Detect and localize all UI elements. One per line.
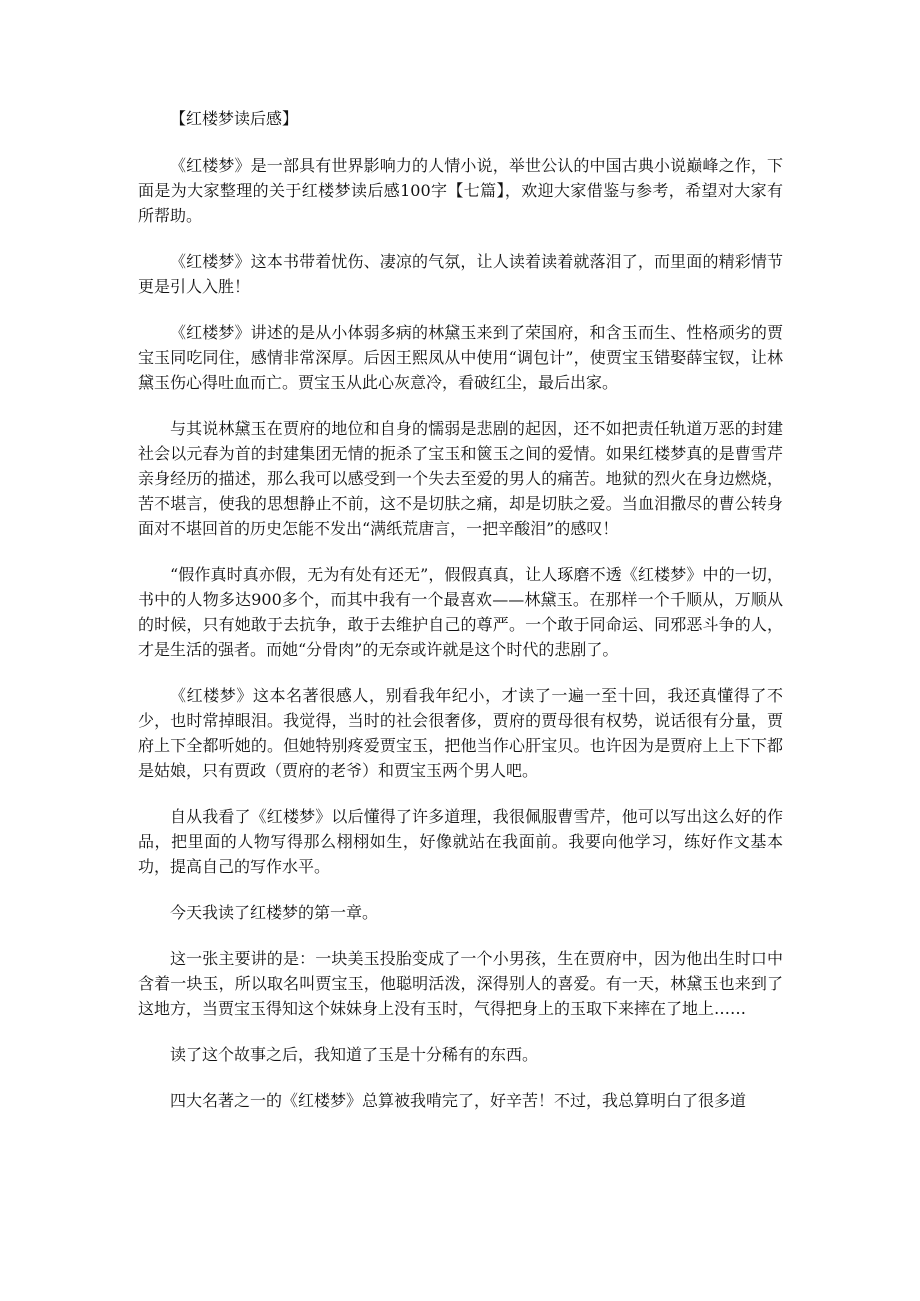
paragraph-7: 今天我读了红楼梦的第一章。 [170, 903, 379, 922]
paragraph-8: 这一张主要讲的是：一块美玉投胎变成了一个小男孩，生在贾府中，因为他出生时口中含着一块玉，所以取名叫贾宝玉，他聪明活泼，深得别人的喜爱。有一天，林黛玉也来到了这地方，当贾宝玉得知这个妹妹身上没有玉时，气得把身上的玉取下来摔在了地上…… [138, 949, 783, 1018]
paragraph-10: 四大名著之一的《红楼梦》总算被我啃完了，好辛苦！不过，我总算明白了很多道 [170, 1091, 747, 1110]
paragraph-1: 《红楼梦》这本书带着忧伤、凄凉的气氛，让人读着读着就落泪了，而里面的精彩情节更是引人入胜！ [138, 252, 783, 296]
document-page [138, 106, 783, 1134]
paragraph-6: 自从我看了《红楼梦》以后懂得了许多道理，我很佩服曹雪芹，他可以写出这么好的作品，把里面的人物写得那么栩栩如生，好像就站在我面前。我要向他学习，练好作文基本功，提高自己的写作水平。 [138, 807, 783, 876]
paragraph-4: “假作真时真亦假，无为有处有还无”，假假真真，让人琢磨不透《红楼梦》中的一切，书中的人物多达900多个，而其中我有一个最喜欢——林黛玉。在那样一个千顺从，万顺从的时候，只有她敢于去抗争，敢于去维护自己的尊严。一个敢于同命运、同邪恶斗争的人，才是生活的强者。而她“分骨肉”的无奈或许就是这个时代的悲剧了。 [138, 565, 783, 659]
paragraph-9: 读了这个故事之后，我知道了玉是十分稀有的东西。 [170, 1045, 539, 1064]
document-title: 【红楼梦读后感】 [170, 109, 299, 128]
paragraph-5: 《红楼梦》这本名著很感人，别看我年纪小，才读了一遍一至十回，我还真懂得了不少，也时常掉眼泪。我觉得，当时的社会很奢侈，贾府的贾母很有权势，说话很有分量，贾府上下全都听她的。但她特别疼爱贾宝玉，把他当作心肝宝贝。也许因为是贾府上上下下都是姑娘，只有贾政（贾府的老爷）和贾宝玉两个男人吧。 [138, 686, 783, 780]
paragraph-2: 《红楼梦》讲述的是从小体弱多病的林黛玉来到了荣国府，和含玉而生、性格顽劣的贾宝玉同吃同住，感情非常深厚。后因王熙凤从中使用“调包计”，使贾宝玉错娶薛宝钗，让林黛玉伤心得吐血而亡。贾宝玉从此心灰意冷，看破红尘，最后出家。 [138, 323, 783, 392]
paragraph-3: 与其说林黛玉在贾府的地位和自身的懦弱是悲剧的起因，还不如把责任轨道万恶的封建社会以元春为首的封建集团无情的扼杀了宝玉和篋玉之间的爱情。如果红楼梦真的是曹雪芹亲身经历的描述，那么我可以感受到一个失去至爱的男人的痛苦。地狱的烈火在身边燃烧，苦不堪言，使我的思想静止不前，这不是切肤之痛，却是切肤之爱。当血泪撒尽的曹公转身面对不堪回首的历史怎能不发出“满纸荒唐言，一把辛酸泪”的感叹！ [138, 419, 783, 538]
paragraph-intro: 《红楼梦》是一部具有世界影响力的人情小说，举世公认的中国古典小说巅峰之作，下面是为大家整理的关于红楼梦读后感100字【七篇】，欢迎大家借鉴与参考，希望对大家有所帮助。 [138, 156, 783, 225]
